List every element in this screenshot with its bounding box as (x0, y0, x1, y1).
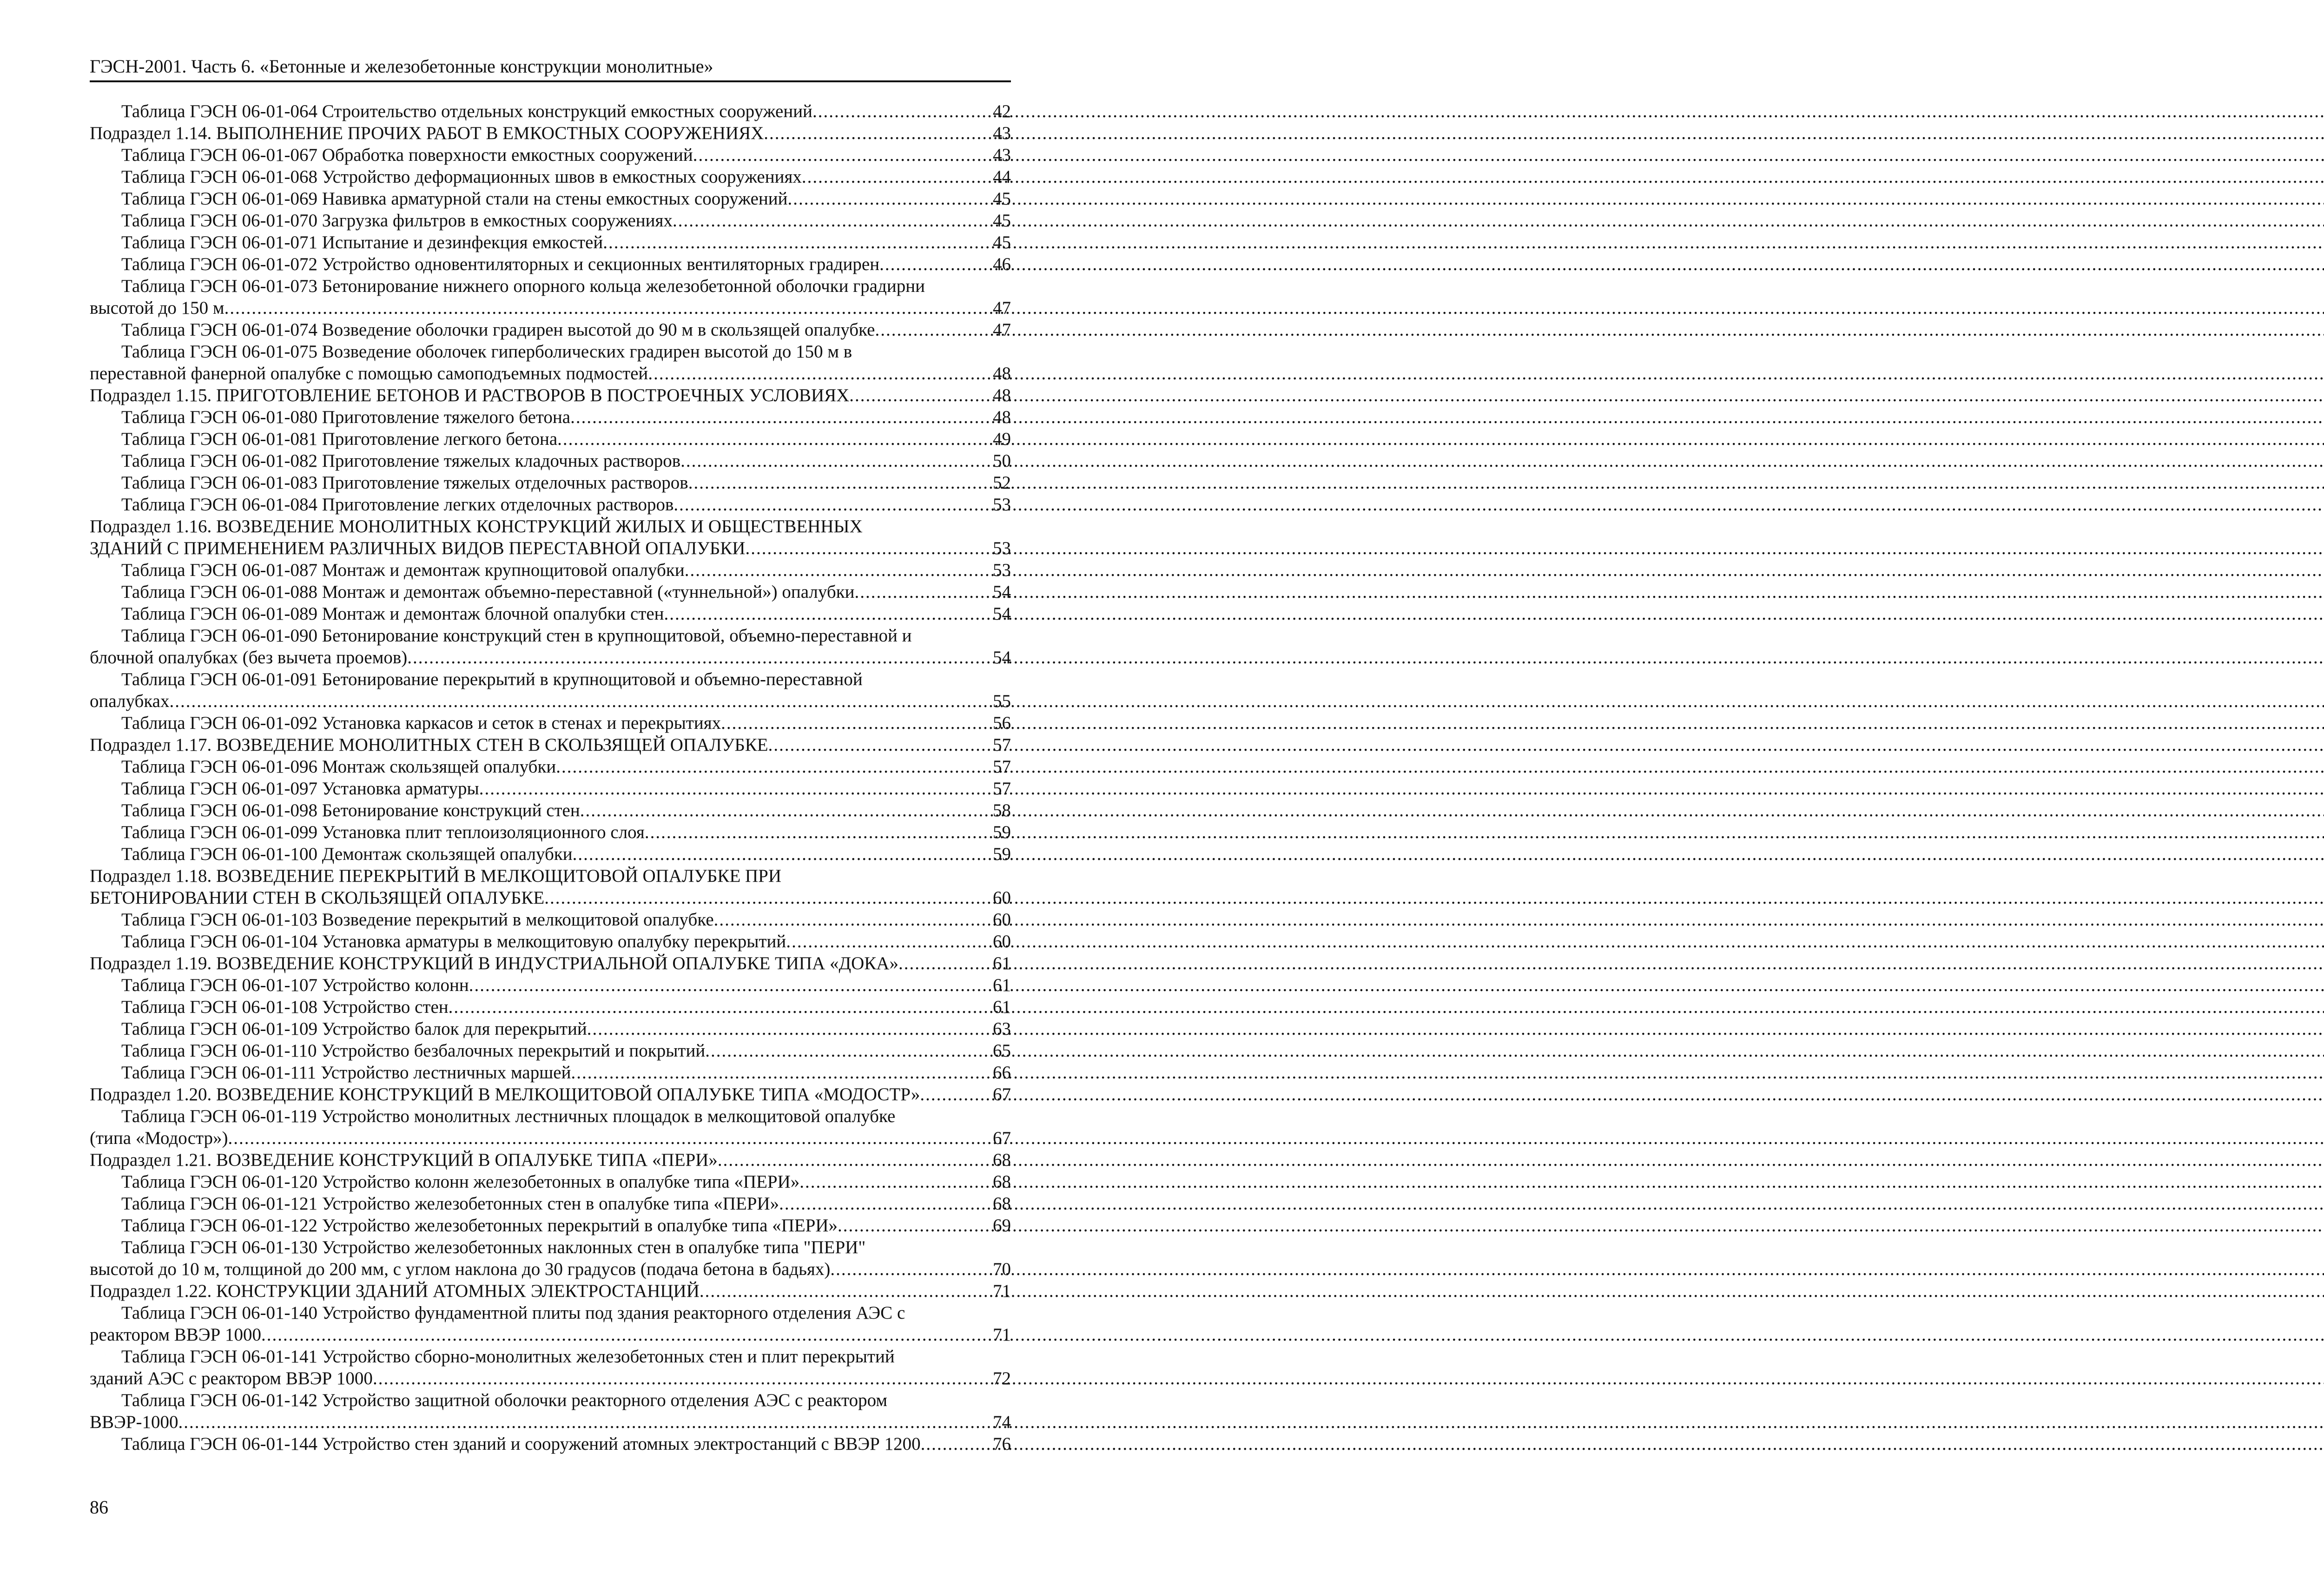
toc-entry-page: 61 (993, 997, 1011, 1017)
dot-leader (573, 843, 992, 865)
dot-leader (855, 581, 992, 603)
dot-leader (693, 144, 992, 166)
toc-entry-title: Таблица ГЭСН 06-01-069 Навивка арматурной стали на стены емкостных сооружений (121, 189, 788, 209)
dot-leader (764, 122, 992, 144)
toc-table-entry (90, 778, 1011, 799)
toc-entry-title: Таблица ГЭСН 06-01-121 Устройство железобетонных стен в опалубке типа «ПЕРИ» (121, 1194, 779, 1214)
toc-table-entry (90, 603, 1011, 625)
toc-table-entry (90, 1389, 1011, 1433)
dot-leader (479, 778, 992, 799)
toc-entry-page: 58 (993, 800, 1011, 820)
toc-entry-page: 76 (993, 1434, 1011, 1454)
toc-entry-page: 74 (993, 1412, 1011, 1432)
toc-table-entry (90, 712, 1011, 734)
toc-entry-title: Таблица ГЭСН 06-01-107 Устройство колонн (121, 975, 469, 995)
toc-table-entry (90, 1346, 1011, 1389)
toc-entry-title: Таблица ГЭСН 06-01-100 Демонтаж скользящей опалубки (121, 844, 573, 864)
page-number: 86 (90, 1497, 108, 1518)
toc-entry-title: Таблица ГЭСН 06-01-083 Приготовление тяжелых отделочных растворов (121, 473, 688, 493)
dot-leader (799, 1171, 992, 1193)
toc-entry-page: 59 (993, 844, 1011, 864)
dot-leader (714, 909, 992, 931)
toc-entry-page: 60 (993, 931, 1011, 951)
dot-leader (718, 1149, 992, 1171)
dot-leader (768, 734, 992, 756)
toc-entry-title-line: Таблица ГЭСН 06-01-141 Устройство сборно-монолитных железобетонных стен и плит перекрытий (121, 1347, 895, 1367)
toc-subsection-entry (90, 1083, 1011, 1105)
dot-leader (570, 406, 992, 428)
toc-table-entry (90, 341, 1011, 384)
dot-leader (802, 166, 992, 188)
dot-leader (680, 450, 992, 472)
dot-leader (830, 1258, 992, 1280)
toc-entry-page: 54 (993, 647, 1011, 667)
dot-leader (449, 996, 992, 1018)
toc-entry-title: ВВЭР-1000 (90, 1412, 178, 1432)
toc-entry-page: 61 (993, 975, 1011, 995)
toc-entry-title-line: Таблица ГЭСН 06-01-119 Устройство монолитных лестничных площадок в мелкощитовой опалубке (121, 1106, 896, 1126)
toc-table-entry (90, 625, 1011, 668)
toc-entry-title: реактором ВВЭР 1000 (90, 1325, 261, 1345)
toc-entry-page: 68 (993, 1150, 1011, 1170)
dot-leader (786, 931, 992, 952)
toc-entry-title: опалубках (90, 691, 170, 711)
toc-table-entry (90, 319, 1011, 341)
toc-entry-page: 57 (993, 735, 1011, 755)
toc-entry-page: 68 (993, 1172, 1011, 1192)
toc-entry-title-line: Таблица ГЭСН 06-01-140 Устройство фундаментной плиты под здания реакторного отделения АЭС с (121, 1303, 905, 1323)
dot-leader (879, 253, 992, 275)
toc-entry-title: Таблица ГЭСН 06-01-103 Возведение перекрытий в мелкощитовой опалубке (121, 910, 714, 930)
toc-table-entry (90, 1215, 1011, 1236)
toc-table-entry (90, 1302, 1011, 1346)
toc-entry-title: высотой до 10 м, толщиной до 200 мм, с углом наклона до 30 градусов (подача бетона в бадьях) (90, 1259, 831, 1279)
toc-entry-page: 61 (993, 953, 1011, 973)
toc-table-entry (90, 1062, 1011, 1083)
dot-leader (812, 100, 992, 122)
toc-entry-page: 60 (993, 910, 1011, 930)
toc-table-entry (90, 1040, 1011, 1062)
toc-entry-title: блочной опалубках (без вычета проемов) (90, 647, 408, 667)
toc-entry-page: 55 (993, 691, 1011, 711)
toc-entry-page: 72 (993, 1368, 1011, 1388)
toc-entry-page: 70 (993, 1259, 1011, 1279)
dot-leader (648, 363, 992, 384)
dot-leader (373, 1367, 992, 1389)
dot-leader (228, 1127, 992, 1149)
toc-entry-title: Таблица ГЭСН 06-01-120 Устройство колонн железобетонных в опалубке типа «ПЕРИ» (121, 1172, 800, 1192)
toc-entry-title-line: Таблица ГЭСН 06-01-073 Бетонирование нижнего опорного кольца железобетонной оболочки градирни (121, 276, 925, 296)
toc-table-entry (90, 581, 1011, 603)
toc-entry-title: зданий АЭС с реактором ВВЭР 1000 (90, 1368, 373, 1388)
dot-leader (920, 1083, 992, 1105)
toc-entry-page: 60 (993, 888, 1011, 908)
toc-entry-title-line: Таблица ГЭСН 06-01-091 Бетонирование перекрытий в крупнощитовой и объемно-переставной (121, 669, 863, 689)
toc-entry-title-line: Таблица ГЭСН 06-01-142 Устройство защитной оболочки реакторного отделения АЭС с реактором (121, 1390, 888, 1410)
toc-table-entry (90, 1433, 1011, 1455)
dot-leader (587, 1018, 992, 1040)
toc-entry-title: Таблица ГЭСН 06-01-089 Монтаж и демонтаж блочной опалубки стен (121, 604, 664, 624)
toc-entry-title: Подраздел 1.17. ВОЗВЕДЕНИЕ МОНОЛИТНЫХ СТЕН В СКОЛЬЗЯЩЕЙ ОПАЛУБКЕ (90, 735, 768, 755)
dot-leader (788, 188, 992, 210)
toc-entry-page: 69 (993, 1215, 1011, 1235)
toc-entry-title: Таблица ГЭСН 06-01-080 Приготовление тяжелого бетона (121, 407, 571, 427)
toc-entry-title-line: Таблица ГЭСН 06-01-075 Возведение оболочек гиперболических градирен высотой до 150 м в (121, 342, 852, 362)
toc-table-entry (90, 974, 1011, 996)
toc-entry-title: Таблица ГЭСН 06-01-097 Установка арматуры (121, 779, 479, 799)
toc-entry-page: 48 (993, 385, 1011, 405)
toc-entry-title: (типа «Модостр») (90, 1128, 228, 1148)
dot-leader (557, 428, 992, 450)
toc-table-entry (90, 1171, 1011, 1193)
toc-table-entry (90, 799, 1011, 821)
toc-table-entry (90, 1018, 1011, 1040)
toc-entry-page: 59 (993, 822, 1011, 842)
toc-entry-page: 42 (993, 101, 1011, 121)
toc-entry-title: Таблица ГЭСН 06-01-098 Бетонирование конструкций стен (121, 800, 580, 820)
toc-entry-title: Таблица ГЭСН 06-01-108 Устройство стен (121, 997, 449, 1017)
toc-subsection-entry (90, 734, 1011, 756)
dot-leader (169, 690, 992, 712)
toc-entry-title: Таблица ГЭСН 06-01-144 Устройство стен зданий и сооружений атомных электростанций с ВВЭР 1200 (121, 1434, 921, 1454)
toc-table-entry (90, 559, 1011, 581)
toc-entry-page: 52 (993, 473, 1011, 493)
toc-subsection-entry (90, 952, 1011, 974)
dot-leader (745, 537, 992, 559)
toc-entry-title: Таблица ГЭСН 06-01-087 Монтаж и демонтаж крупнощитовой опалубки (121, 560, 685, 580)
toc-table-entry (90, 144, 1011, 166)
toc-entry-title-line: Подраздел 1.16. ВОЗВЕДЕНИЕ МОНОЛИТНЫХ КОНСТРУКЦИЙ ЖИЛЫХ И ОБЩЕСТВЕННЫХ (90, 516, 863, 536)
toc-entry-title: Таблица ГЭСН 06-01-109 Устройство балок для перекрытий (121, 1019, 587, 1039)
toc-table-entry (90, 428, 1011, 450)
toc-table-entry (90, 406, 1011, 428)
toc-table-entry (90, 253, 1011, 275)
toc-entry-title: Таблица ГЭСН 06-01-111 Устройство лестничных маршей (121, 1063, 571, 1083)
toc-table-entry (90, 231, 1011, 253)
toc-entry-title: Подраздел 1.14. ВЫПОЛНЕНИЕ ПРОЧИХ РАБОТ В ЕМКОСТНЫХ СООРУЖЕНИЯХ (90, 123, 764, 143)
toc-table-entry (90, 494, 1011, 515)
toc-entry-title: Таблица ГЭСН 06-01-064 Строительство отдельных конструкций емкостных сооружений (121, 101, 812, 121)
toc-table-entry (90, 166, 1011, 188)
dot-leader (921, 1433, 992, 1455)
toc-entry-page: 65 (993, 1041, 1011, 1061)
toc-entry-page: 54 (993, 582, 1011, 602)
dot-leader (721, 712, 992, 734)
dot-leader (673, 210, 992, 231)
toc-entry-page: 45 (993, 232, 1011, 252)
dot-leader (685, 559, 992, 581)
toc-entry-title: Таблица ГЭСН 06-01-074 Возведение оболочки градирен высотой до 90 м в скользящей опалубке (121, 320, 875, 340)
dot-leader (779, 1193, 992, 1215)
dot-leader (705, 1040, 992, 1062)
toc-subsection-entry (90, 1149, 1011, 1171)
toc-table-entry (90, 931, 1011, 952)
toc-table-entry (90, 843, 1011, 865)
toc-entry-title: Подраздел 1.15. ПРИГОТОВЛЕНИЕ БЕТОНОВ И РАСТВОРОВ В ПОСТРОЕЧНЫХ УСЛОВИЯХ (90, 385, 850, 405)
toc-table-entry (90, 1193, 1011, 1215)
dot-leader (544, 887, 992, 909)
toc-entry-page: 45 (993, 211, 1011, 231)
dot-leader (224, 297, 992, 319)
toc-entry-title-line: Таблица ГЭСН 06-01-130 Устройство железобетонных наклонных стен в опалубке типа "ПЕРИ" (121, 1237, 866, 1257)
toc-entry-title: Подраздел 1.20. ВОЗВЕДЕНИЕ КОНСТРУКЦИЙ В МЕЛКОЩИТОВОЙ ОПАЛУБКЕ ТИПА «МОДОСТР» (90, 1084, 920, 1104)
toc-entry-page: 47 (993, 298, 1011, 318)
toc-entry-page: 67 (993, 1128, 1011, 1148)
toc-entry-title: переставной фанерной опалубке с помощью самоподъемных подмостей (90, 363, 648, 383)
toc-entry-page: 56 (993, 713, 1011, 733)
dot-leader (849, 384, 992, 406)
toc-entry-title: БЕТОНИРОВАНИИ СТЕН В СКОЛЬЗЯЩЕЙ ОПАЛУБКЕ (90, 888, 545, 908)
toc-subsection-entry (90, 515, 1011, 559)
toc-table-entry (90, 275, 1011, 319)
dot-leader (700, 1280, 992, 1302)
toc-subsection-entry (90, 1280, 1011, 1302)
toc-entry-page: 43 (993, 123, 1011, 143)
toc-table-entry (90, 1236, 1011, 1280)
toc-table-entry (90, 188, 1011, 210)
toc-entry-title: высотой до 150 м (90, 298, 224, 318)
toc-entry-page: 66 (993, 1063, 1011, 1083)
dot-leader (178, 1411, 992, 1433)
toc-entry-title: Таблица ГЭСН 06-01-092 Установка каркасов и сеток в стенах и перекрытиях (121, 713, 721, 733)
toc-entry-title: Подраздел 1.21. ВОЗВЕДЕНИЕ КОНСТРУКЦИЙ В ОПАЛУБКЕ ТИПА «ПЕРИ» (90, 1150, 718, 1170)
table-of-contents (90, 100, 1011, 1455)
toc-entry-title: Таблица ГЭСН 06-01-081 Приготовление легкого бетона (121, 429, 558, 449)
toc-entry-title: Подраздел 1.22. КОНСТРУКЦИИ ЗДАНИЙ АТОМНЫХ ЭЛЕКТРОСТАНЦИЙ (90, 1281, 700, 1301)
toc-entry-title: Таблица ГЭСН 06-01-099 Установка плит теплоизоляционного слоя (121, 822, 645, 842)
toc-table-entry (90, 756, 1011, 778)
toc-entry-title: Таблица ГЭСН 06-01-104 Установка арматуры в мелкощитовую опалубку перекрытий (121, 931, 786, 951)
toc-subsection-entry (90, 384, 1011, 406)
toc-entry-page: 67 (993, 1084, 1011, 1104)
toc-entry-title: Таблица ГЭСН 06-01-070 Загрузка фильтров в емкостных сооружениях (121, 211, 673, 231)
toc-entry-page: 68 (993, 1194, 1011, 1214)
toc-table-entry (90, 100, 1011, 122)
toc-entry-title: Таблица ГЭСН 06-01-110 Устройство безбалочных перекрытий и покрытий (121, 1041, 706, 1061)
toc-table-entry (90, 996, 1011, 1018)
toc-entry-title: Таблица ГЭСН 06-01-084 Приготовление легких отделочных растворов (121, 495, 674, 515)
toc-table-entry (90, 1105, 1011, 1149)
toc-entry-page: 48 (993, 363, 1011, 383)
toc-entry-page: 49 (993, 429, 1011, 449)
toc-table-entry (90, 909, 1011, 931)
dot-leader (645, 821, 992, 843)
toc-entry-title: Таблица ГЭСН 06-01-071 Испытание и дезинфекция емкостей (121, 232, 603, 252)
toc-entry-page: 63 (993, 1019, 1011, 1039)
toc-entry-title: ЗДАНИЙ С ПРИМЕНЕНИЕМ РАЗЛИЧНЫХ ВИДОВ ПЕРЕСТАВНОЙ ОПАЛУБКИ (90, 538, 746, 558)
toc-entry-page: 57 (993, 757, 1011, 777)
toc-subsection-entry (90, 865, 1011, 909)
toc-entry-title: Таблица ГЭСН 06-01-088 Монтаж и демонтаж объемно-переставной («туннельной») опалубки (121, 582, 855, 602)
toc-entry-page: 47 (993, 320, 1011, 340)
toc-entry-page: 71 (993, 1281, 1011, 1301)
dot-leader (571, 1062, 992, 1083)
toc-entry-page: 50 (993, 451, 1011, 471)
dot-leader (673, 494, 992, 515)
toc-entry-title: Таблица ГЭСН 06-01-067 Обработка поверхности емкостных сооружений (121, 145, 693, 165)
toc-entry-page: 44 (993, 167, 1011, 187)
toc-entry-page: 46 (993, 254, 1011, 274)
toc-table-entry (90, 210, 1011, 231)
dot-leader (580, 799, 992, 821)
running-header: ГЭСН-2001. Часть 6. «Бетонные и железобетонные конструкции монолитные» (90, 56, 713, 77)
toc-entry-title: Таблица ГЭСН 06-01-072 Устройство одновентиляторных и секционных вентиляторных градирен (121, 254, 880, 274)
toc-entry-page: 71 (993, 1325, 1011, 1345)
dot-leader (688, 472, 992, 494)
toc-entry-title-line: Таблица ГЭСН 06-01-090 Бетонирование конструкций стен в крупнощитовой, объемно-переставной и (121, 626, 912, 646)
toc-table-entry (90, 450, 1011, 472)
toc-entry-title: Таблица ГЭСН 06-01-096 Монтаж скользящей опалубки (121, 757, 556, 777)
header-divider (90, 80, 1011, 82)
toc-entry-page: 48 (993, 407, 1011, 427)
toc-entry-page: 45 (993, 189, 1011, 209)
dot-leader (875, 319, 992, 341)
dot-leader (556, 756, 992, 778)
toc-entry-title-line: Подраздел 1.18. ВОЗВЕДЕНИЕ ПЕРЕКРЫТИЙ В МЕЛКОЩИТОВОЙ ОПАЛУБКЕ ПРИ (90, 866, 782, 886)
dot-leader (898, 952, 992, 974)
dot-leader (469, 974, 992, 996)
toc-entry-page: 53 (993, 495, 1011, 515)
dot-leader (603, 231, 992, 253)
toc-entry-page: 57 (993, 779, 1011, 799)
toc-entry-title: Таблица ГЭСН 06-01-068 Устройство деформационных швов в емкостных сооружениях (121, 167, 802, 187)
toc-table-entry (90, 821, 1011, 843)
dot-leader (664, 603, 992, 625)
toc-table-entry (90, 472, 1011, 494)
toc-entry-page: 53 (993, 538, 1011, 558)
dot-leader (838, 1215, 992, 1236)
dot-leader (407, 647, 992, 668)
toc-subsection-entry (90, 122, 1011, 144)
toc-entry-title: Подраздел 1.19. ВОЗВЕДЕНИЕ КОНСТРУКЦИЙ В ИНДУСТРИАЛЬНОЙ ОПАЛУБКЕ ТИПА «ДОКА» (90, 953, 898, 973)
toc-entry-page: 54 (993, 604, 1011, 624)
toc-entry-page: 53 (993, 560, 1011, 580)
toc-entry-page: 43 (993, 145, 1011, 165)
dot-leader (261, 1324, 992, 1346)
toc-entry-title: Таблица ГЭСН 06-01-122 Устройство железобетонных перекрытий в опалубке типа «ПЕРИ» (121, 1215, 838, 1235)
toc-entry-title: Таблица ГЭСН 06-01-082 Приготовление тяжелых кладочных растворов (121, 451, 681, 471)
toc-table-entry (90, 668, 1011, 712)
